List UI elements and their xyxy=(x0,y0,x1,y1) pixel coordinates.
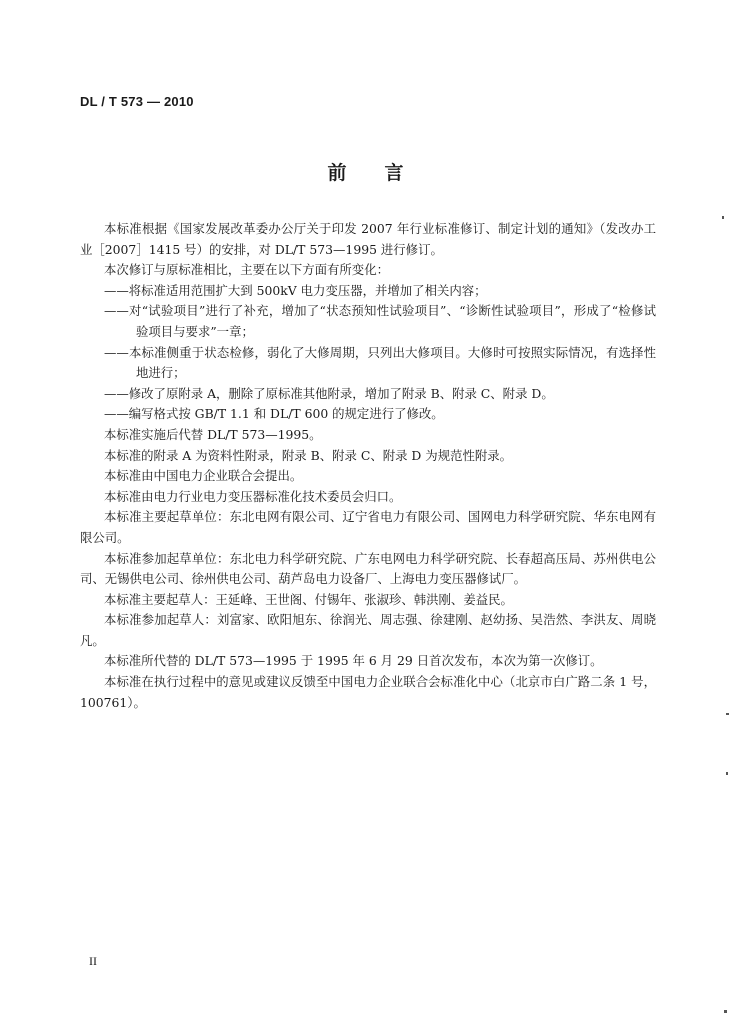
page-number: II xyxy=(89,954,97,968)
document-code: DL / T 573 — 2010 xyxy=(80,94,194,109)
paragraph: 本标准主要起草单位：东北电网有限公司、辽宁省电力有限公司、国网电力科学研究院、华东电网有限公司。 xyxy=(80,509,656,545)
foreword-body xyxy=(80,219,656,713)
change-list-item: ——修改了原附录 A，删除了原标准其他附录，增加了附录 B、附录 C、附录 D。 xyxy=(104,385,554,401)
scan-speck xyxy=(726,713,729,715)
paragraph: 本标准由中国电力企业联合会提出。 xyxy=(104,468,303,484)
section-title: 前言 xyxy=(327,162,442,184)
paragraph: 本标准实施后代替 DL/T 573—1995。 xyxy=(104,426,322,442)
paragraph: 本标准根据《国家发展改革委办公厅关于印发 2007 年行业标准修订、制定计划的通知》（发改办工业［2007］1415 号）的安排，对 DL/T 573—1995 进行修订。 xyxy=(80,221,656,257)
scan-speck xyxy=(722,216,724,219)
change-list-item: ——将标准适用范围扩大到 500kV 电力变压器，并增加了相关内容； xyxy=(104,282,487,298)
paragraph: 本标准主要起草人：王延峰、王世阁、付锡年、张淑珍、韩洪刚、姜益民。 xyxy=(104,591,513,607)
paragraph: 本标准参加起草单位：东北电力科学研究院、广东电网电力科学研究院、长春超高压局、苏州供电公司、无锡供电公司、徐州供电公司、葫芦岛电力设备厂、上海电力变压器修试厂。 xyxy=(80,550,656,587)
paragraph: 本次修订与原标准相比，主要在以下方面有所变化： xyxy=(104,262,389,278)
change-list-item: ——本标准侧重于状态检修，弱化了大修周期，只列出大修项目。大修时可按照实际情况，有选择性地进行； xyxy=(104,344,656,381)
paragraph: 本标准参加起草人：刘富家、欧阳旭东、徐润光、周志强、徐建刚、赵幼扬、吴浩然、李洪友、周晓凡。 xyxy=(80,612,656,648)
scan-speck xyxy=(724,1010,727,1013)
paragraph: 本标准的附录 A 为资料性附录，附录 B、附录 C、附录 D 为规范性附录。 xyxy=(104,447,513,463)
paragraph: 本标准在执行过程中的意见或建议反馈至中国电力企业联合会标准化中心（北京市白广路二条 1 号，100761）。 xyxy=(80,674,656,710)
scan-speck xyxy=(726,772,728,775)
paragraph: 本标准由电力行业电力变压器标准化技术委员会归口。 xyxy=(104,488,402,504)
change-list-item: ——对“试验项目”进行了补充，增加了“状态预知性试验项目”、“诊断性试验项目”，形成了“检修试验项目与要求”一章； xyxy=(104,303,656,339)
change-list-item: ——编写格式按 GB/T 1.1 和 DL/T 600 的规定进行了修改。 xyxy=(104,406,444,422)
paragraph: 本标准所代替的 DL/T 573—1995 于 1995 年 6 月 29 日首次发布，本次为第一次修订。 xyxy=(104,653,603,669)
